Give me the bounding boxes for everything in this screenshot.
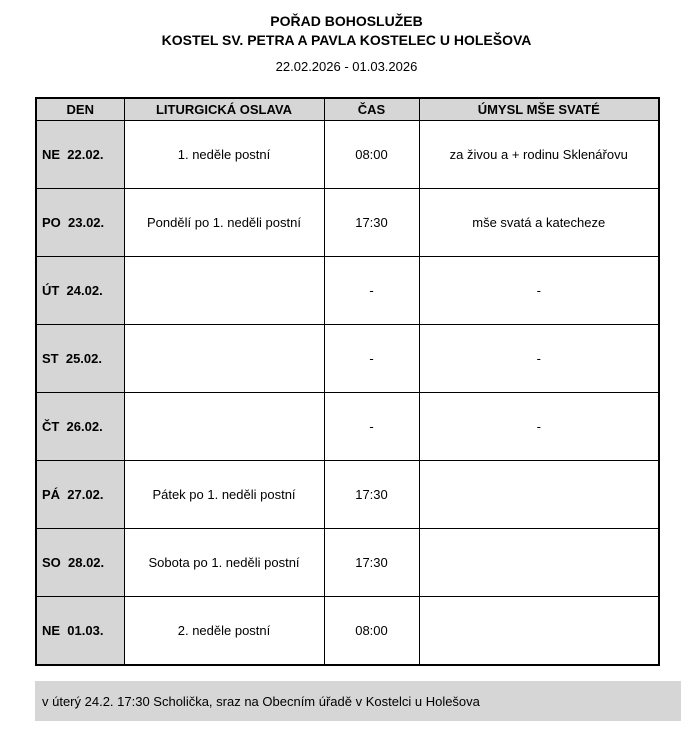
liturgy-cell: Pondělí po 1. neděli postní <box>124 189 324 257</box>
table-row <box>36 529 659 597</box>
table-header-row <box>36 98 659 121</box>
day-cell: ČT 26.02. <box>36 393 124 461</box>
announcement-bar <box>35 681 681 721</box>
time-cell: - <box>324 257 419 325</box>
intention-cell <box>419 461 659 529</box>
day-cell: NE 22.02. <box>36 121 124 189</box>
day-cell: PÁ 27.02. <box>36 461 124 529</box>
announcement-text: v úterý 24.2. 17:30 Scholička, sraz na Obecním úřadě v Kostelci u Holešova <box>42 693 480 709</box>
time-cell: - <box>324 393 419 461</box>
liturgy-cell <box>124 257 324 325</box>
table-row <box>36 189 659 257</box>
column-header-cas: ČAS <box>324 98 419 121</box>
time-cell: - <box>324 325 419 393</box>
day-cell: NE 01.03. <box>36 597 124 666</box>
intention-cell: - <box>419 393 659 461</box>
intention-cell: za živou a + rodinu Sklenářovu <box>419 121 659 189</box>
liturgy-cell <box>124 393 324 461</box>
column-header-den: DEN <box>36 98 124 121</box>
liturgy-cell <box>124 325 324 393</box>
table-row <box>36 597 659 666</box>
table-row <box>36 121 659 189</box>
liturgy-cell: 1. neděle postní <box>124 121 324 189</box>
time-cell: 08:00 <box>324 121 419 189</box>
intention-cell <box>419 529 659 597</box>
intention-cell: - <box>419 325 659 393</box>
time-cell: 08:00 <box>324 597 419 666</box>
page-title: POŘAD BOHOSLUŽEB <box>270 13 423 29</box>
page-subtitle: KOSTEL SV. PETRA A PAVLA KOSTELEC U HOLEŠOVA <box>161 32 532 48</box>
liturgy-cell: Sobota po 1. neděli postní <box>124 529 324 597</box>
liturgy-cell: Pátek po 1. neděli postní <box>124 461 324 529</box>
date-range: 22.02.2026 - 01.03.2026 <box>275 59 418 74</box>
schedule-table <box>35 97 660 666</box>
time-cell: 17:30 <box>324 529 419 597</box>
time-cell: 17:30 <box>324 189 419 257</box>
day-cell: ST 25.02. <box>36 325 124 393</box>
intention-cell: mše svatá a katecheze <box>419 189 659 257</box>
time-cell: 17:30 <box>324 461 419 529</box>
day-cell: ÚT 24.02. <box>36 257 124 325</box>
column-header-liturgicka-oslava: LITURGICKÁ OSLAVA <box>124 98 324 121</box>
intention-cell: - <box>419 257 659 325</box>
table-row <box>36 461 659 529</box>
column-header-umysl: ÚMYSL MŠE SVATÉ <box>419 98 659 121</box>
table-row <box>36 257 659 325</box>
intention-cell <box>419 597 659 666</box>
document-header <box>0 0 693 74</box>
table-row <box>36 325 659 393</box>
table-row <box>36 393 659 461</box>
day-cell: PO 23.02. <box>36 189 124 257</box>
liturgy-cell: 2. neděle postní <box>124 597 324 666</box>
day-cell: SO 28.02. <box>36 529 124 597</box>
